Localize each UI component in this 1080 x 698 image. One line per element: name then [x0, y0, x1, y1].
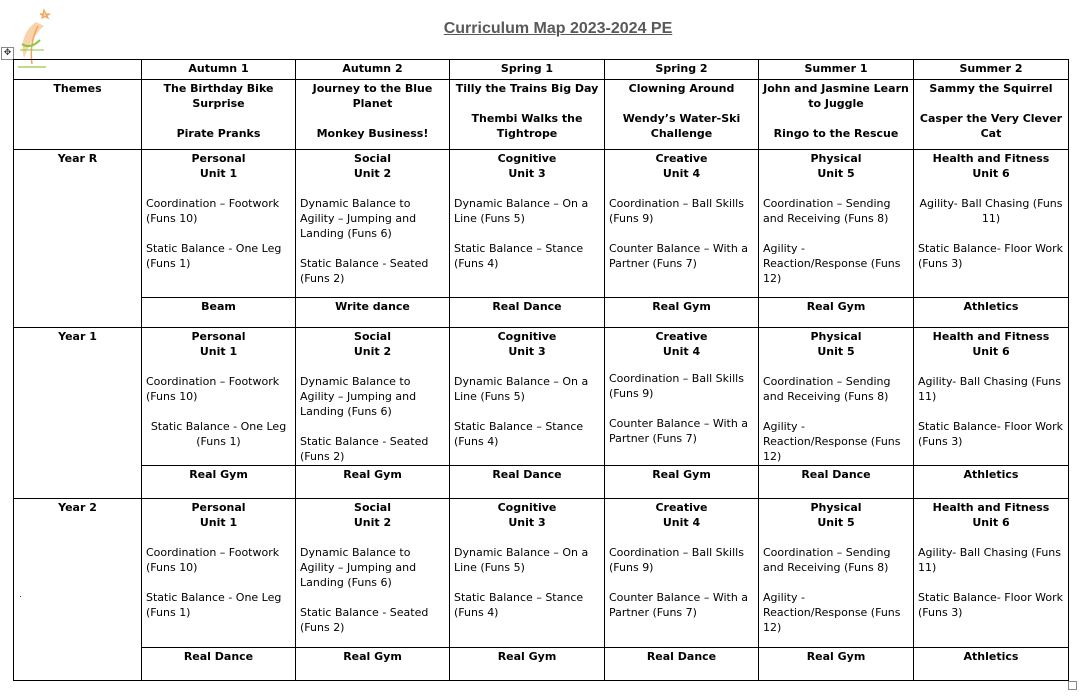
activity-cell: Real Gym: [605, 298, 759, 328]
corner-cell: [14, 60, 142, 80]
theme-cell: [759, 80, 914, 150]
row-label-year-2: Year 2: [14, 499, 142, 681]
unit-name: Creative: [655, 501, 708, 514]
unit-name: Personal: [191, 330, 246, 343]
unit-number: Unit 1: [199, 167, 238, 180]
unit-number: Unit 5: [817, 167, 855, 180]
unit-cell: [142, 150, 296, 298]
theme-b: Casper the Very Clever Cat: [919, 112, 1063, 140]
unit-cell: [759, 499, 914, 648]
table-resize-handle-icon[interactable]: [1068, 681, 1077, 690]
skill-1: Dynamic Balance to Agility – Jumping and Landing (Funs 6): [300, 546, 417, 589]
activity-cell: Real Gym: [759, 648, 914, 681]
unit-name: Health and Fitness: [932, 152, 1050, 165]
year-r-units-row: [14, 150, 1069, 298]
year-1-activities-row: [14, 466, 1069, 499]
unit-cell: [142, 499, 296, 648]
unit-number: Unit 3: [508, 516, 546, 529]
unit-cell: [605, 499, 759, 648]
year-1-units-row: [14, 328, 1069, 466]
theme-b: Monkey Business!: [316, 127, 429, 140]
activity-cell: Real Gym: [759, 298, 914, 328]
unit-cell: [759, 328, 914, 466]
unit-cell: [914, 499, 1069, 648]
unit-cell: [914, 328, 1069, 466]
skill-1: Dynamic Balance to Agility – Jumping and Landing (Funs 6): [300, 197, 417, 240]
skill-1: Coordination – Sending and Receiving (Funs 8): [763, 375, 891, 403]
unit-number: Unit 6: [972, 167, 1010, 180]
unit-cell: [605, 328, 759, 466]
activity-cell: Real Gym: [605, 466, 759, 499]
term-header: Autumn 2: [296, 60, 450, 80]
unit-cell: [450, 328, 605, 466]
term-header-row: [14, 60, 1069, 80]
skill-2: Static Balance - One Leg (Funs 1): [146, 591, 282, 619]
theme-b: Wendy’s Water-Ski Challenge: [622, 112, 741, 140]
themes-row: [14, 80, 1069, 150]
unit-number: Unit 6: [972, 345, 1010, 358]
theme-a: Journey to the Blue Planet: [312, 82, 433, 110]
theme-cell: [142, 80, 296, 150]
activity-cell: Beam: [142, 298, 296, 328]
activity-cell: Athletics: [914, 466, 1069, 499]
activity-cell: Real Dance: [759, 466, 914, 499]
skill-2: Counter Balance – With a Partner (Funs 7): [609, 591, 749, 619]
unit-cell: [296, 150, 450, 298]
activity-cell: Real Dance: [450, 466, 605, 499]
skill-1: Coordination – Sending and Receiving (Funs 8): [763, 546, 891, 574]
unit-cell: [450, 499, 605, 648]
unit-cell: [450, 150, 605, 298]
unit-name: Creative: [655, 152, 708, 165]
unit-number: Unit 3: [508, 167, 546, 180]
activity-cell: Real Dance: [142, 648, 296, 681]
term-header: Spring 1: [450, 60, 605, 80]
skill-1: Agility- Ball Chasing (Funs 11): [918, 546, 1061, 574]
skill-2: Static Balance - Seated (Funs 2): [300, 606, 429, 634]
unit-name: Personal: [191, 501, 246, 514]
skill-2: Static Balance- Floor Work (Funs 3): [918, 242, 1064, 270]
activity-cell: Write dance: [296, 298, 450, 328]
unit-number: Unit 1: [199, 345, 238, 358]
skill-1: Dynamic Balance to Agility – Jumping and Landing (Funs 6): [300, 375, 417, 418]
skill-2: Agility - Reaction/Response (Funs 12): [763, 242, 901, 285]
unit-number: Unit 2: [353, 167, 392, 180]
theme-a: John and Jasmine Learn to Juggle: [763, 82, 909, 110]
row-label-year-r: Year R: [14, 150, 142, 328]
year-2-units-row: [14, 499, 1069, 648]
theme-b: Thembi Walks the Tightrope: [471, 112, 583, 140]
page-title: Curriculum Map 2023-2024 PE: [443, 20, 673, 37]
skill-2: Agility - Reaction/Response (Funs 12): [763, 591, 901, 634]
unit-cell: [142, 328, 296, 466]
term-header: Summer 2: [914, 60, 1069, 80]
term-header: Spring 2: [605, 60, 759, 80]
theme-a: Clowning Around: [628, 82, 735, 95]
unit-number: Unit 4: [662, 167, 701, 180]
term-header: Autumn 1: [142, 60, 296, 80]
theme-cell: [605, 80, 759, 150]
unit-name: Social: [354, 501, 391, 514]
skill-1: Agility- Ball Chasing (Funs 11): [919, 197, 1063, 225]
theme-a: The Birthday Bike Surprise: [163, 82, 274, 110]
skill-2: Static Balance – Stance (Funs 4): [454, 420, 584, 448]
activity-cell: Real Gym: [296, 466, 450, 499]
skill-2: Static Balance - Seated (Funs 2): [300, 257, 429, 285]
activity-cell: Real Gym: [450, 648, 605, 681]
unit-name: Health and Fitness: [932, 330, 1050, 343]
unit-name: Personal: [191, 152, 246, 165]
unit-number: Unit 5: [817, 516, 855, 529]
skill-1: Coordination – Footwork (Funs 10): [146, 546, 280, 574]
skill-2: Static Balance - Seated (Funs 2): [300, 435, 429, 463]
activity-cell: Real Dance: [605, 648, 759, 681]
skill-2: Static Balance – Stance (Funs 4): [454, 242, 584, 270]
skill-1: Coordination – Sending and Receiving (Funs 8): [763, 197, 891, 225]
unit-name: Social: [354, 152, 391, 165]
unit-number: Unit 6: [972, 516, 1010, 529]
activity-cell: Athletics: [914, 298, 1069, 328]
theme-b: Ringo to the Rescue: [773, 127, 899, 140]
skill-1: Dynamic Balance – On a Line (Funs 5): [454, 197, 589, 225]
theme-a: Tilly the Trains Big Day: [455, 82, 599, 95]
theme-cell: [450, 80, 605, 150]
skill-1: Dynamic Balance – On a Line (Funs 5): [454, 546, 589, 574]
skill-1: Coordination – Ball Skills (Funs 9): [609, 197, 744, 225]
unit-name: Physical: [810, 152, 862, 165]
curriculum-table: [13, 59, 1069, 681]
theme-a: Sammy the Squirrel: [929, 82, 1053, 95]
year-2-activities-row: [14, 648, 1069, 681]
unit-number: Unit 2: [353, 516, 392, 529]
skill-2: Static Balance – Stance (Funs 4): [454, 591, 584, 619]
unit-number: Unit 2: [353, 345, 392, 358]
activity-cell: Real Gym: [142, 466, 296, 499]
unit-number: Unit 4: [662, 516, 701, 529]
skill-2: Counter Balance – With a Partner (Funs 7): [609, 242, 749, 270]
table-move-handle-icon[interactable]: ✥: [1, 47, 14, 60]
unit-name: Social: [354, 330, 391, 343]
skill-2: Static Balance - One Leg (Funs 1): [150, 420, 287, 448]
skill-1: Agility- Ball Chasing (Funs 11): [918, 375, 1061, 403]
activity-cell: Real Gym: [296, 648, 450, 681]
theme-cell: [914, 80, 1069, 150]
skill-1: Coordination – Footwork (Funs 10): [146, 197, 280, 225]
theme-b: Pirate Pranks: [176, 127, 261, 140]
skill-2: Static Balance- Floor Work (Funs 3): [918, 420, 1064, 448]
row-label-themes: Themes: [14, 80, 142, 150]
activity-cell: Real Dance: [450, 298, 605, 328]
skill-2: Counter Balance – With a Partner (Funs 7): [609, 417, 749, 445]
unit-name: Cognitive: [497, 152, 557, 165]
skill-2: Static Balance - One Leg (Funs 1): [146, 242, 282, 270]
unit-name: Physical: [810, 330, 862, 343]
unit-number: Unit 5: [817, 345, 855, 358]
theme-cell: [296, 80, 450, 150]
unit-cell: [914, 150, 1069, 298]
activity-cell: Athletics: [914, 648, 1069, 681]
unit-number: Unit 3: [508, 345, 546, 358]
unit-cell: [296, 328, 450, 466]
row-label-year-1: Year 1: [14, 328, 142, 499]
unit-number: Unit 1: [199, 516, 238, 529]
skill-2: Agility - Reaction/Response (Funs 12): [763, 420, 901, 463]
unit-number: Unit 4: [662, 345, 701, 358]
unit-cell: [605, 150, 759, 298]
skill-1: Dynamic Balance – On a Line (Funs 5): [454, 375, 589, 403]
skill-1: Coordination – Footwork (Funs 10): [146, 375, 280, 403]
unit-cell: [759, 150, 914, 298]
unit-cell: [296, 499, 450, 648]
term-header: Summer 1: [759, 60, 914, 80]
year-r-activities-row: [14, 298, 1069, 328]
skill-2: Static Balance- Floor Work (Funs 3): [918, 591, 1064, 619]
unit-name: Cognitive: [497, 501, 557, 514]
unit-name: Creative: [655, 330, 708, 343]
unit-name: Physical: [810, 501, 862, 514]
unit-name: Cognitive: [497, 330, 557, 343]
skill-1: Coordination – Ball Skills (Funs 9): [609, 372, 744, 400]
unit-name: Health and Fitness: [932, 501, 1050, 514]
skill-1: Coordination – Ball Skills (Funs 9): [609, 546, 744, 574]
